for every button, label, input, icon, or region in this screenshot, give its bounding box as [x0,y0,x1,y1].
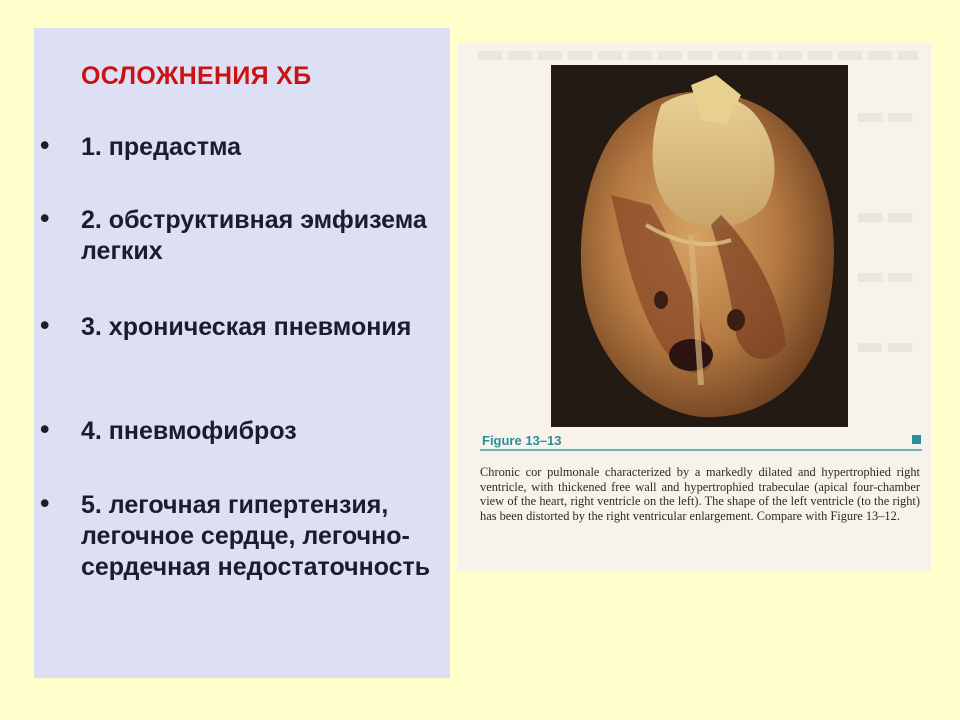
square-marker-icon [912,435,921,444]
slide-title: ОСЛОЖНЕНИЯ ХБ [81,62,312,90]
bullet-dot: • [40,414,50,444]
bullet-text: 4. пневмофиброз [81,417,297,445]
bullet-dot: • [40,488,50,518]
bullet-text: 1. предастма [81,133,242,161]
faded-text-line [858,273,918,282]
figure-caption: Chronic cor pulmonale characterized by a markedly dilated and hypertrophied right ventricle, with thickened free wall and hypertrophied trabeculae (apical four-chamber view of the heart, right ventricle on the left). The shape of the left ventricle (to the right) has been distorted by the right ventricular enlargement. Compare with Figure 13–12. [480,465,920,523]
faded-text-line [478,51,918,60]
faded-text-line [858,213,918,222]
heart-specimen-photo [551,65,848,427]
caption-divider [480,449,922,451]
bullet-panel [34,28,450,678]
bullet-dot: • [40,130,50,160]
bullet-text: 3. хроническая пневмония [81,313,412,341]
faded-text-line [858,113,918,122]
bullet-dot: • [40,310,50,340]
faded-text-line [858,343,918,352]
bullet-text: 5. легочная гипертензия, легочное сердце, легочно-сердечная недостаточность [81,491,431,581]
figure-label: Figure 13–13 [482,433,562,448]
bullet-dot: • [40,203,50,233]
bullet-text: 2. обструктивная эмфизема легких [81,206,427,265]
textbook-figure [458,43,931,571]
